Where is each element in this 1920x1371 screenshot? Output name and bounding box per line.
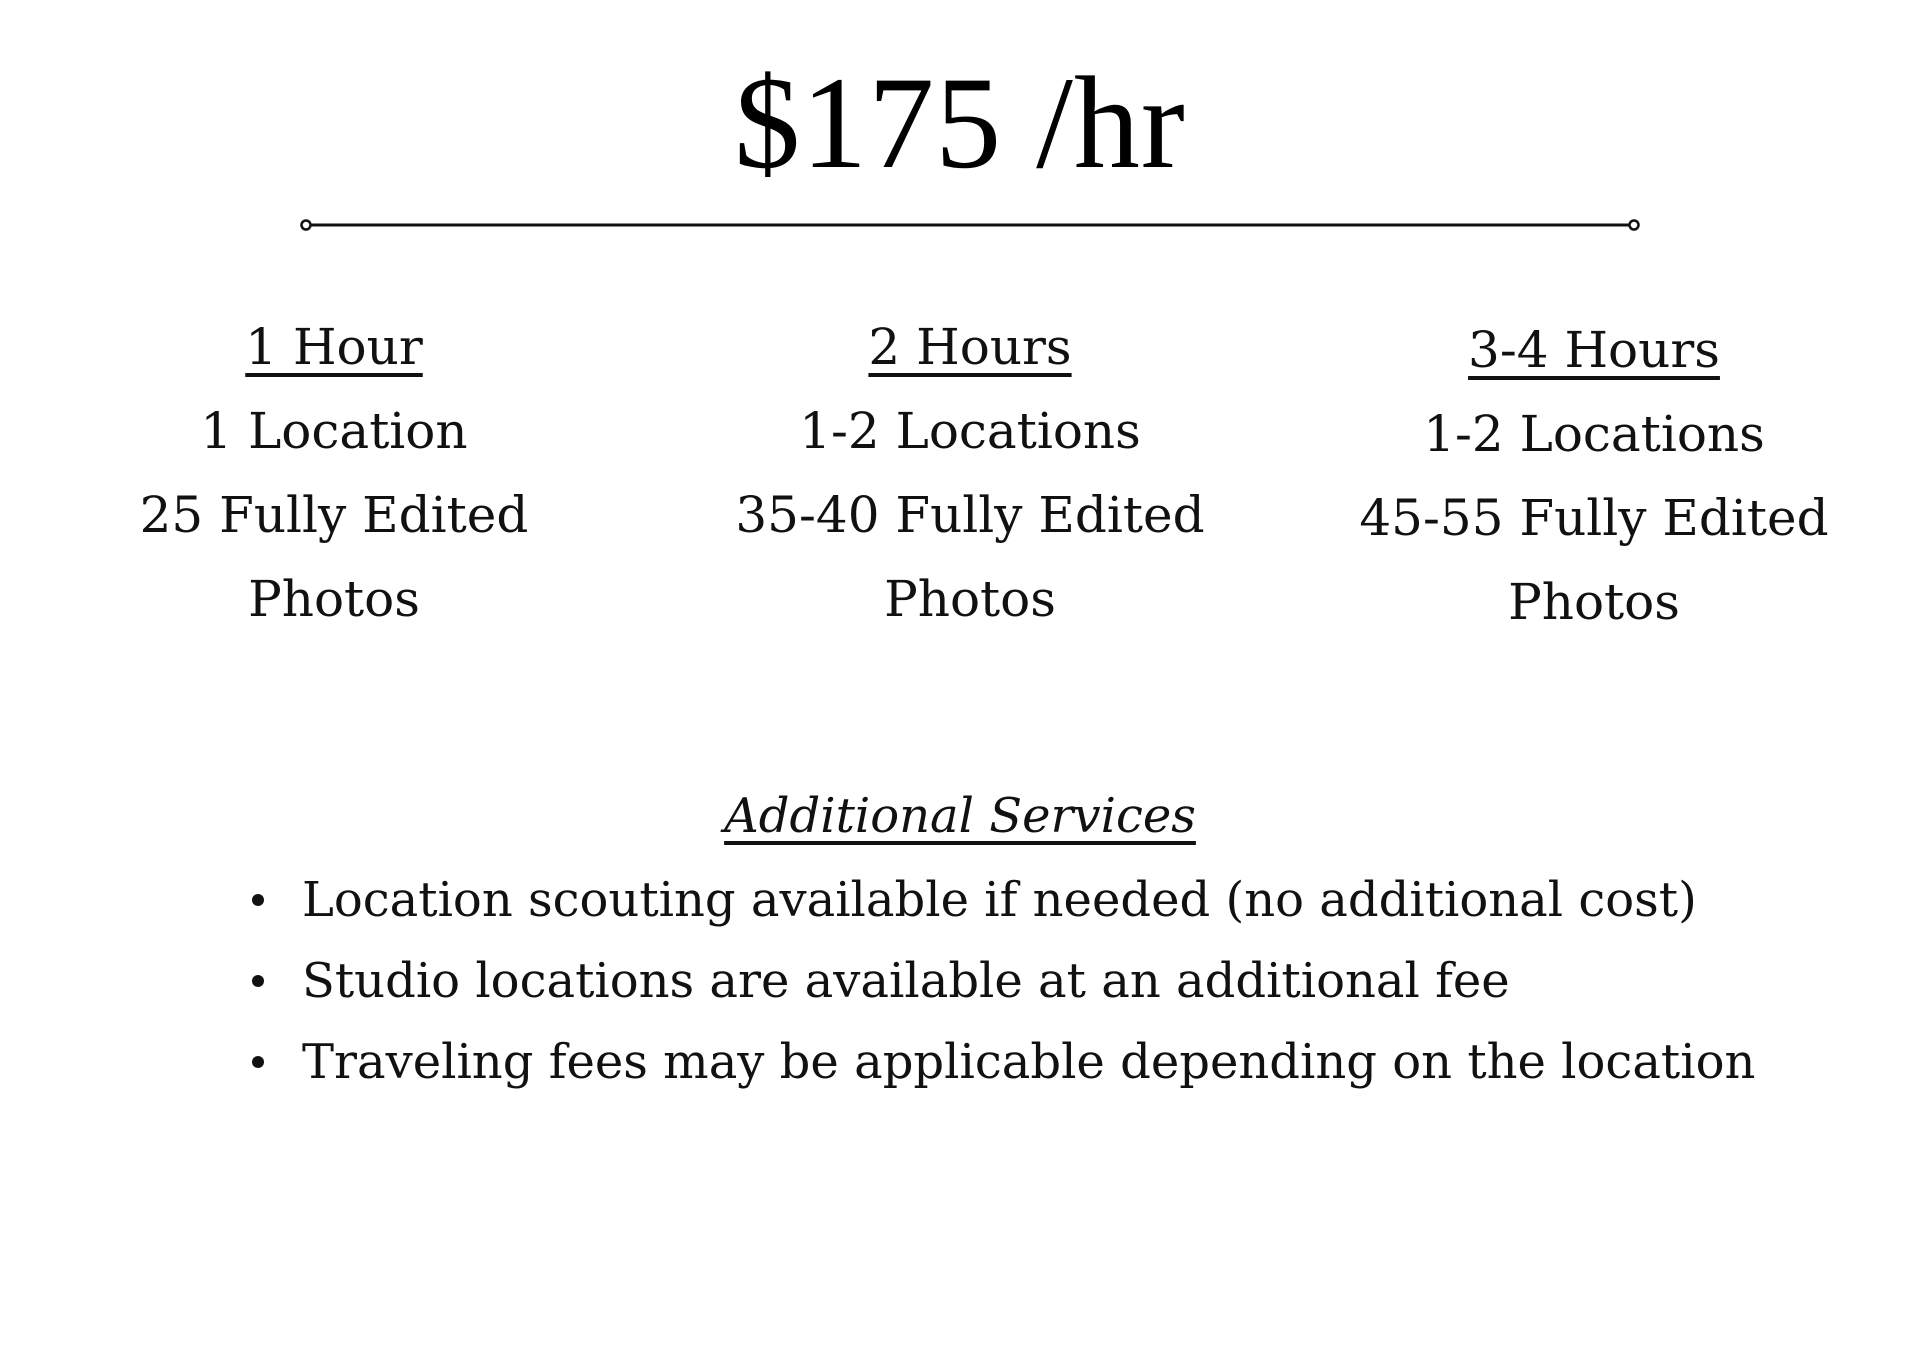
- tier-title: 1 Hour: [245, 318, 423, 376]
- divider-line: [300, 218, 1640, 232]
- tier-photos-count: 35-40 Fully Edited: [735, 486, 1205, 544]
- tier-3-4-hours: [1314, 308, 1874, 644]
- tier-2-hours: [690, 305, 1250, 641]
- list-item-text: Location scouting available if needed (no additional cost): [302, 872, 1697, 928]
- tier-locations: 1-2 Locations: [1423, 405, 1765, 463]
- tier-photos-label: Photos: [884, 570, 1056, 628]
- list-item: [248, 860, 1808, 941]
- price-heading: $175 /hr: [734, 49, 1186, 196]
- tier-locations: 1-2 Locations: [799, 402, 1141, 460]
- bullet-icon: [252, 894, 264, 906]
- tier-title: 2 Hours: [868, 318, 1072, 376]
- list-item: [248, 941, 1808, 1022]
- tier-photos-label: Photos: [1508, 573, 1680, 631]
- bullet-icon: [252, 975, 264, 987]
- additional-services-heading: Additional Services: [724, 788, 1196, 844]
- additional-services-list: [248, 860, 1808, 1103]
- list-item-text: Studio locations are available at an additional fee: [302, 953, 1510, 1009]
- list-item-text: Traveling fees may be applicable depending on the location: [302, 1034, 1756, 1090]
- tier-photos-label: Photos: [248, 570, 420, 628]
- tier-photos-count: 25 Fully Edited: [139, 486, 529, 544]
- list-item: [248, 1022, 1808, 1103]
- tier-title: 3-4 Hours: [1468, 321, 1720, 379]
- tier-locations: 1 Location: [200, 402, 468, 460]
- bullet-icon: [252, 1056, 264, 1068]
- tier-photos-count: 45-55 Fully Edited: [1359, 489, 1829, 547]
- tier-1-hour: [54, 305, 614, 641]
